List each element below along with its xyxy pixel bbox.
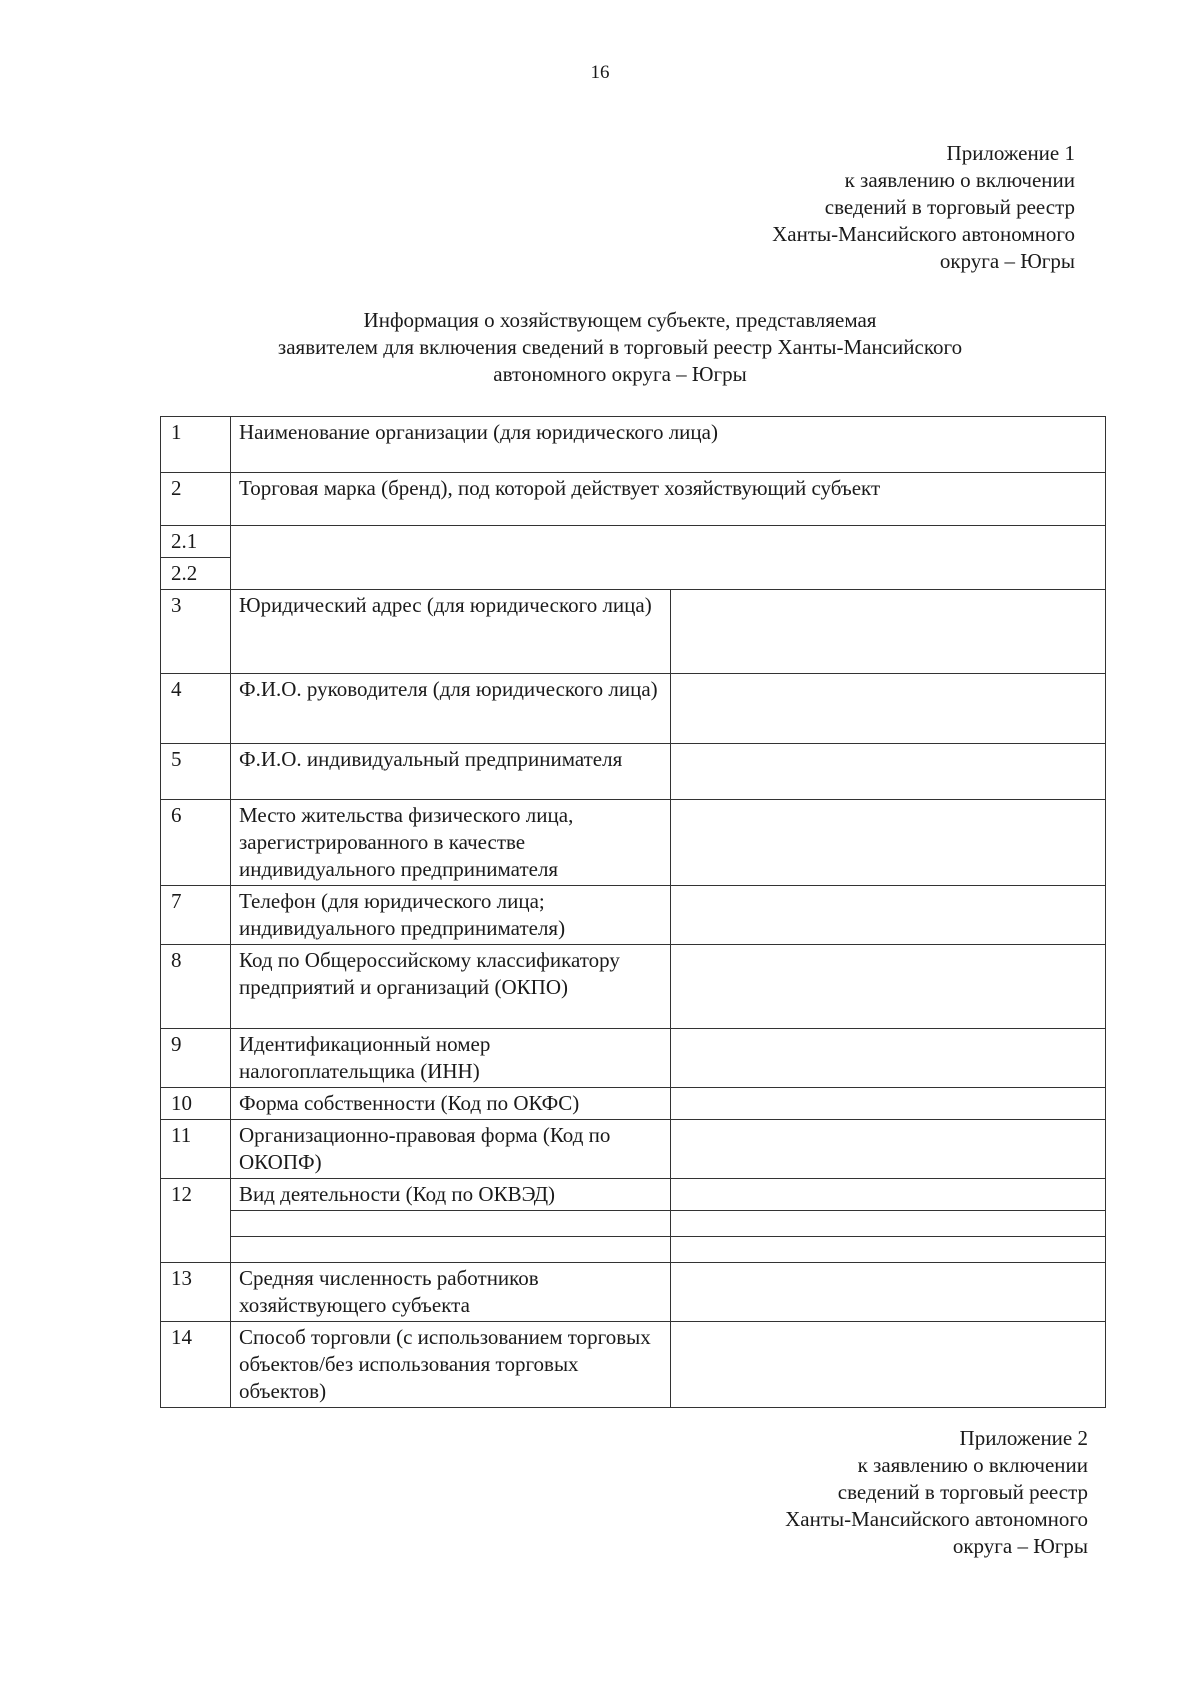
appendix-line: Ханты-Мансийского автономного: [785, 1507, 1088, 1531]
row-label: Способ торговли (с использованием торговых объектов/без использования торговых объектов): [231, 1322, 671, 1408]
page-number: 16: [590, 62, 610, 83]
row-label: Телефон (для юридического лица; индивидуального предпринимателя): [231, 886, 671, 945]
table-row: [161, 1029, 1106, 1088]
appendix-line: сведений в торговый реестр: [837, 1480, 1088, 1504]
subject-info-table: [160, 416, 1106, 1408]
appendix-line: округа – Югры: [952, 1534, 1088, 1558]
value-cell[interactable]: [671, 1029, 1106, 1088]
table-row: [161, 886, 1106, 945]
row-number: 3: [161, 590, 231, 674]
appendix-line: Приложение 2: [959, 1426, 1088, 1450]
row-label: Место жительства физического лица, зарегистрированного в качестве индивидуального предпринимателя: [231, 800, 671, 886]
appendix-2-caption: [668, 1425, 1088, 1560]
row-number: 11: [161, 1120, 231, 1179]
appendix-line: Ханты-Мансийского автономного: [772, 222, 1075, 246]
heading-line: Информация о хозяйствующем субъекте, представляемая: [363, 308, 877, 332]
value-cell[interactable]: [671, 1322, 1106, 1408]
value-cell[interactable]: [671, 1120, 1106, 1179]
row-number: 7: [161, 886, 231, 945]
row-number: 4: [161, 674, 231, 744]
table-row: [161, 473, 1106, 526]
appendix-1-caption: [655, 140, 1075, 275]
row-number: 5: [161, 744, 231, 800]
appendix-line: к заявлению о включении: [857, 1453, 1088, 1477]
row-label: Код по Общероссийскому классификатору предприятий и организаций (ОКПО): [231, 945, 671, 1029]
table-row: [161, 674, 1106, 744]
table-row: [161, 417, 1106, 473]
table-row: [161, 1263, 1106, 1322]
row-label: Ф.И.О. руководителя (для юридического лица): [231, 674, 671, 744]
form-heading: [160, 307, 1080, 388]
row-label: Наименование организации (для юридического лица): [231, 417, 1106, 473]
row-label: Идентификационный номер налогоплательщика (ИНН): [231, 1029, 671, 1088]
row-label: Вид деятельности (Код по ОКВЭД): [231, 1179, 671, 1211]
row-number: 12: [161, 1179, 231, 1263]
row-number: 13: [161, 1263, 231, 1322]
value-cell[interactable]: [671, 945, 1106, 1029]
row-label: Форма собственности (Код по ОКФС): [231, 1088, 671, 1120]
value-cell[interactable]: [671, 800, 1106, 886]
value-cell[interactable]: [671, 674, 1106, 744]
row-number: 6: [161, 800, 231, 886]
value-cell[interactable]: [671, 1179, 1106, 1211]
row-label: Торговая марка (бренд), под которой действует хозяйствующий субъект: [231, 473, 1106, 526]
table-row: [161, 1322, 1106, 1408]
row-number: 1: [161, 417, 231, 473]
row-number: 14: [161, 1322, 231, 1408]
value-cell[interactable]: [671, 886, 1106, 945]
table-row: [161, 1088, 1106, 1120]
appendix-line: округа – Югры: [939, 249, 1075, 273]
table-row: [161, 945, 1106, 1029]
table-row: [161, 1179, 1106, 1211]
value-cell[interactable]: [671, 1263, 1106, 1322]
activity-extra-label-cell[interactable]: [231, 1237, 671, 1263]
table-row: [161, 526, 1106, 558]
appendix-line: Приложение 1: [946, 141, 1075, 165]
row-number: 2.1: [161, 526, 231, 558]
value-cell[interactable]: [671, 744, 1106, 800]
row-number: 8: [161, 945, 231, 1029]
row-label: Средняя численность работников хозяйствующего субъекта: [231, 1263, 671, 1322]
row-label: Юридический адрес (для юридического лица): [231, 590, 671, 674]
value-cell[interactable]: [671, 1211, 1106, 1237]
table-row: [161, 1237, 1106, 1263]
row-label: Организационно-правовая форма (Код по ОКОПФ): [231, 1120, 671, 1179]
table-row: [161, 1211, 1106, 1237]
value-cell[interactable]: [671, 1237, 1106, 1263]
heading-line: заявителем для включения сведений в торговый реестр Ханты-Мансийского: [277, 335, 963, 359]
heading-line: автономного округа – Югры: [493, 362, 747, 386]
row-number: 10: [161, 1088, 231, 1120]
appendix-line: к заявлению о включении: [844, 168, 1075, 192]
row-label: Ф.И.О. индивидуальный предпринимателя: [231, 744, 671, 800]
value-cell[interactable]: [671, 1088, 1106, 1120]
value-cell[interactable]: [671, 590, 1106, 674]
activity-extra-label-cell[interactable]: [231, 1211, 671, 1237]
table-row: [161, 1120, 1106, 1179]
row-number: 9: [161, 1029, 231, 1088]
row-number: 2.2: [161, 558, 231, 590]
brand-value-cell[interactable]: [231, 526, 1106, 590]
table-row: [161, 800, 1106, 886]
table-row: [161, 744, 1106, 800]
table-row: [161, 590, 1106, 674]
row-number: 2: [161, 473, 231, 526]
appendix-line: сведений в торговый реестр: [824, 195, 1075, 219]
